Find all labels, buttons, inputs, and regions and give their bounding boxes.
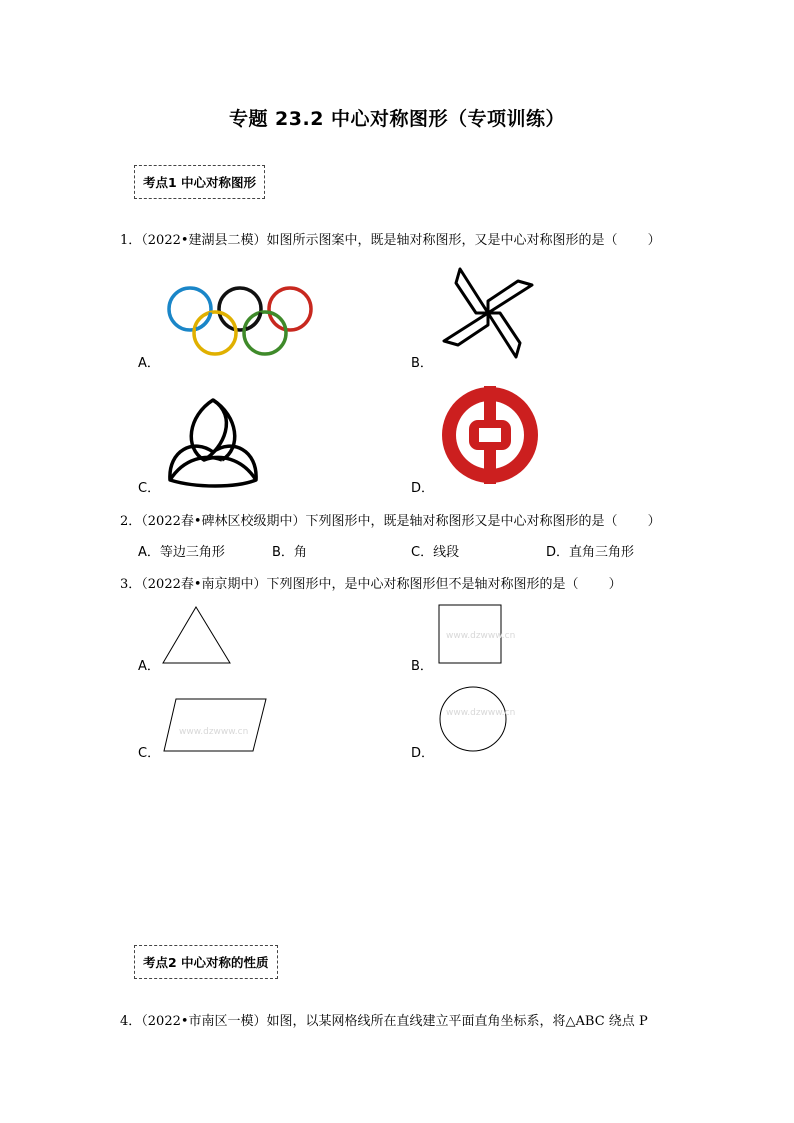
q3-option-b-label: B． (411, 659, 433, 674)
question-1 (120, 229, 661, 248)
section-badge-1: 考点1 中心对称图形 (134, 165, 265, 199)
option-text: 等边三角形 (159, 545, 225, 560)
watermark-text: www.dzwww.cn (446, 631, 516, 641)
square-icon (438, 604, 516, 664)
pinwheel-icon (440, 265, 536, 361)
ring-red (269, 288, 311, 330)
question-2 (120, 510, 661, 529)
q3-option-c-label: C． (138, 746, 161, 761)
parallelogram-icon (163, 698, 267, 752)
question-close: ） (647, 233, 661, 248)
question-source: （2022春•南京期中） (141, 577, 267, 592)
question-4 (120, 1010, 648, 1029)
triquetra-icon (166, 398, 260, 490)
question-text: 下列图形中，是中心对称图形但不是轴对称图形的是（ (266, 577, 579, 592)
ring-green (244, 312, 286, 354)
triangle-icon (162, 606, 232, 664)
watermark-text: www.dzwww.cn (446, 708, 516, 718)
option-text: 直角三角形 (569, 545, 635, 560)
olympic-rings-icon (166, 285, 316, 360)
ring-yellow (194, 312, 236, 354)
option-label: B． (272, 545, 294, 560)
question-3 (120, 573, 622, 592)
question-number: 1． (120, 233, 142, 248)
circle-icon (438, 685, 516, 753)
question-number: 2． (120, 514, 142, 529)
section-badge-2: 考点2 中心对称的性质 (134, 945, 278, 979)
question-source: （2022•市南区一模） (141, 1014, 267, 1029)
question-number: 3． (120, 577, 142, 592)
watermark-text: www.dzwww.cn (179, 727, 249, 737)
question-number: 4． (120, 1014, 142, 1029)
option-label: A． (138, 545, 160, 560)
q3-option-d-label: D． (411, 746, 435, 761)
option-label: C． (411, 545, 434, 560)
question-text: 如图所示图案中，既是轴对称图形，又是中心对称图形的是（ (266, 233, 618, 248)
page-title: 专题 23.2 中心对称图形（专项训练） (228, 108, 566, 130)
question-close: ） (608, 577, 622, 592)
q1-option-c-label: C． (138, 481, 161, 496)
question-text: 下列图形中，既是轴对称图形又是中心对称图形的是（ (305, 514, 618, 529)
question-text: 如图，以某网格线所在直线建立平面直角坐标系，将△ABC 绕点 P (266, 1014, 648, 1029)
option-label: D． (546, 545, 570, 560)
option-text: 线段 (433, 545, 460, 560)
bank-of-china-logo-icon (441, 386, 539, 484)
option-text: 角 (293, 545, 307, 560)
q2-option-d (546, 541, 634, 560)
q2-option-b (272, 541, 307, 560)
q1-option-d-label: D． (411, 481, 435, 496)
q3-option-a-label: A． (138, 659, 160, 674)
q2-option-c (411, 541, 459, 560)
q2-option-a (138, 541, 225, 560)
question-close: ） (647, 514, 661, 529)
q1-option-b-label: B． (411, 356, 433, 371)
question-source: （2022•建湖县二模） (141, 233, 267, 248)
question-source: （2022春•碑林区校级期中） (141, 514, 306, 529)
q1-option-a-label: A． (138, 356, 160, 371)
